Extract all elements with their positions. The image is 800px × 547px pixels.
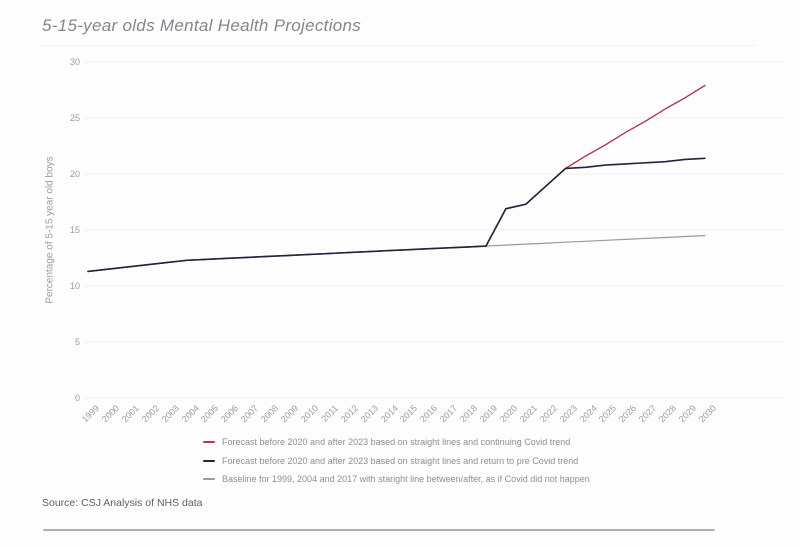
x-tick-label: 2027: [637, 403, 659, 425]
x-tick-label: 2002: [139, 403, 161, 425]
legend-row-continuing-covid-trend: [203, 433, 590, 452]
series-line-baseline-no-covid: [88, 236, 705, 272]
x-tick-label: 2008: [258, 403, 281, 425]
page-title: 5-15-year olds Mental Health Projections: [42, 16, 362, 35]
x-tick-label: 2020: [497, 403, 519, 425]
x-tick-label: 2000: [99, 403, 121, 425]
legend-row-baseline-no-covid: [203, 470, 590, 489]
legend-marker-baseline-no-covid: [203, 478, 215, 480]
legend-label: Forecast before 2020 and after 2023 based on straight lines and continuing Covid trend: [222, 437, 571, 448]
x-tick-label: 2024: [577, 403, 599, 425]
x-tick-label: 2012: [338, 403, 360, 425]
x-tick-label: 2016: [418, 403, 440, 425]
x-tick-label: 2014: [378, 403, 400, 425]
x-tick-label: 2025: [597, 403, 619, 425]
x-tick-label: 2004: [179, 403, 201, 425]
x-tick-label: 2023: [557, 403, 579, 425]
legend-row-return-to-pre-covid-trend: [203, 452, 590, 471]
x-tick-label: 2030: [696, 403, 718, 425]
y-tick-label: 10: [69, 281, 80, 291]
x-tick-label: 2007: [239, 403, 261, 425]
x-tick-label: 2009: [278, 403, 301, 425]
x-tick-label: 2011: [319, 403, 340, 424]
legend-marker-continuing-covid-trend: [203, 441, 215, 443]
x-tick-label: 2018: [457, 403, 480, 425]
x-tick-label: 2003: [159, 403, 181, 425]
x-tick-label: 2019: [477, 403, 500, 425]
y-axis-title: Percentage of 5-15 year old boys: [44, 156, 56, 304]
x-tick-label: 2022: [537, 403, 559, 425]
x-tick-label: 2028: [656, 403, 679, 425]
x-tick-label: 2001: [119, 403, 141, 425]
x-tick-label: 2021: [517, 403, 539, 425]
series-line-return-to-pre-covid-trend: [88, 158, 705, 271]
y-tick-label: 25: [69, 113, 80, 123]
x-tick-label: 2006: [219, 403, 241, 425]
x-tick-label: 2005: [199, 403, 221, 425]
series-line-continuing-covid-trend: [88, 86, 705, 272]
y-tick-label: 20: [69, 169, 80, 179]
x-tick-label: 2029: [676, 403, 699, 425]
legend-label: Baseline for 1999, 2004 and 2017 with staright line between/after, as if Covid did not happen: [222, 474, 590, 485]
legend-marker-return-to-pre-covid-trend: [203, 460, 215, 462]
chart-legend: [203, 433, 590, 489]
y-tick-label: 30: [69, 57, 80, 67]
y-tick-label: 15: [69, 225, 80, 235]
source-text: Source: CSJ Analysis of NHS data: [42, 497, 203, 509]
legend-label: Forecast before 2020 and after 2023 based on straight lines and return to pre Covid trend: [222, 455, 579, 466]
x-tick-label: 2026: [617, 403, 639, 425]
bottom-divider: [43, 529, 715, 531]
x-tick-label: 2013: [358, 403, 380, 425]
x-tick-label: 2015: [398, 403, 420, 425]
x-tick-label: 2017: [438, 403, 460, 425]
y-tick-label: 0: [74, 393, 80, 403]
x-tick-label: 1999: [79, 403, 102, 425]
y-tick-label: 5: [74, 337, 80, 347]
x-tick-label: 2010: [298, 403, 320, 425]
